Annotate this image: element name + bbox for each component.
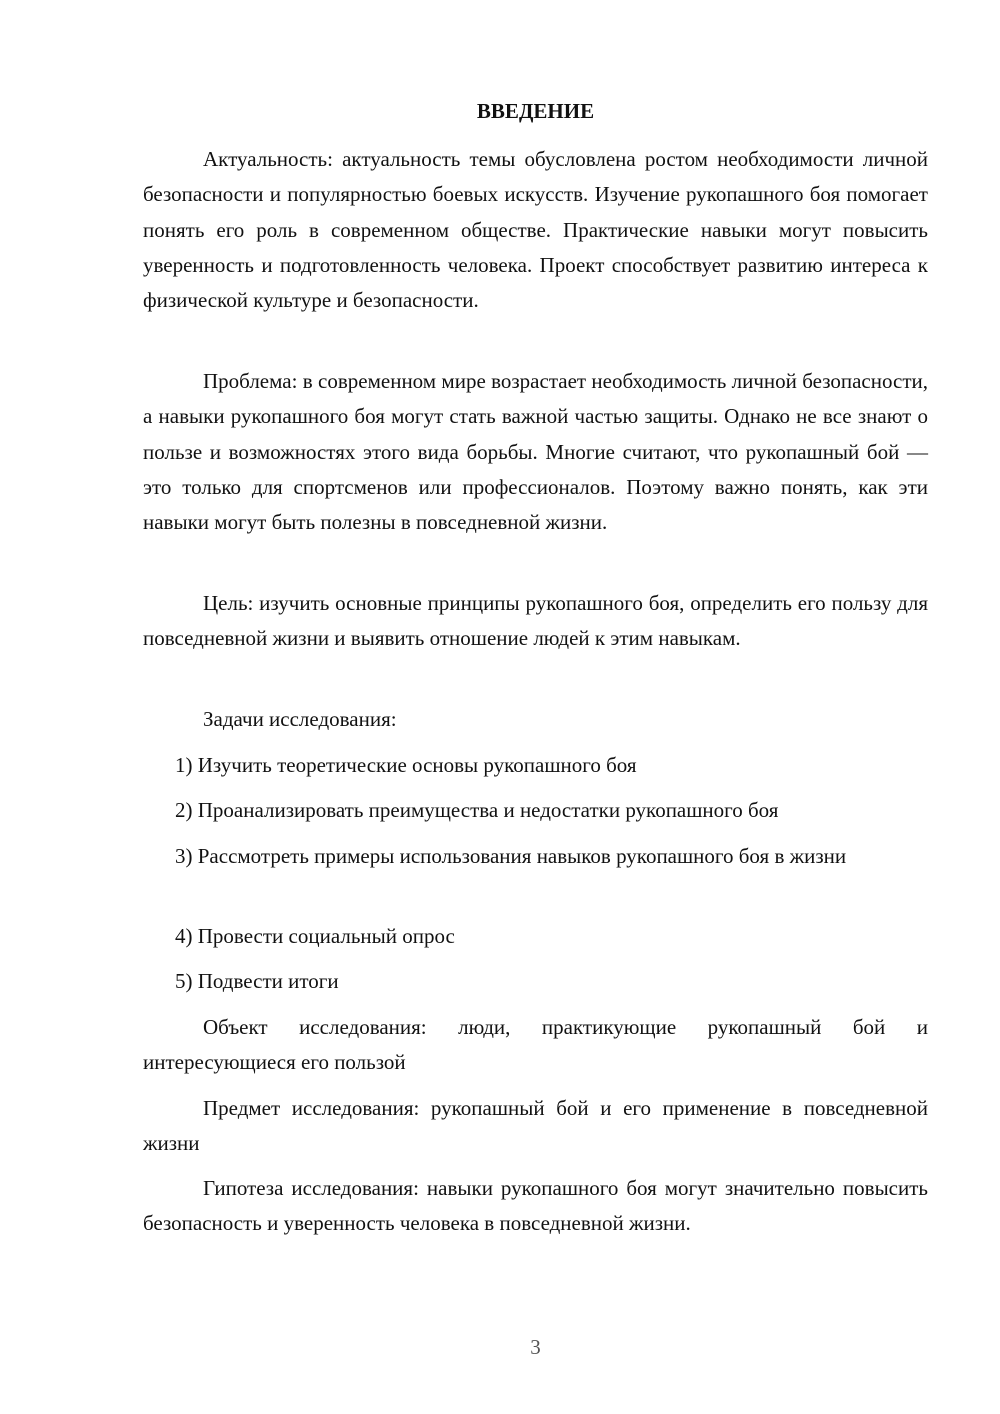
paragraph-hypothesis: Гипотеза исследования: навыки рукопашного боя могут значительно повысить безопасность и уверенность человека в повседневной жизни. (143, 1176, 928, 1236)
task-item-1: 1) Изучить теоретические основы рукопашного боя (175, 753, 637, 777)
paragraph-subject: Предмет исследования: рукопашный бой и его применение в повседневной жизни (143, 1096, 928, 1156)
paragraph-relevance: Актуальность: актуальность темы обусловлена ростом необходимости личной безопасности и популярностью боевых искусств. Изучение рукопашного боя помогает понять его роль в современном обществе. Практические навыки могут повысить уверенность и подготовленность человека. Проект способствует развитию интереса к физической культуре и безопасности. (143, 147, 928, 313)
page-number: 3 (530, 1335, 541, 1359)
task-item-5: 5) Подвести итоги (175, 969, 339, 993)
paragraph-problem: Проблема: в современном мире возрастает необходимость личной безопасности, а навыки рукопашного боя могут стать важной частью защиты. Однако не все знают о пользе и возможностях этого вида борьбы. Многие считают, что рукопашный бой — это только для спортсменов или профессионалов. Поэтому важно понять, как эти навыки могут быть полезны в повседневной жизни. (143, 369, 928, 535)
task-item-3: 3) Рассмотреть примеры использования навыков рукопашного боя в жизни (175, 844, 847, 868)
task-item-4: 4) Провести социальный опрос (175, 924, 455, 948)
task-item-2: 2) Проанализировать преимущества и недостатки рукопашного боя (175, 798, 779, 822)
paragraph-goal: Цель: изучить основные принципы рукопашного боя, определить его пользу для повседневной жизни и выявить отношение людей к этим навыкам. (143, 591, 928, 651)
section-heading: ВВЕДЕНИЕ (476, 99, 595, 123)
tasks-title: Задачи исследования: (203, 707, 397, 731)
paragraph-object: Объект исследования: люди, практикующие рукопашный бой и интересующиеся его пользой (143, 1015, 928, 1075)
